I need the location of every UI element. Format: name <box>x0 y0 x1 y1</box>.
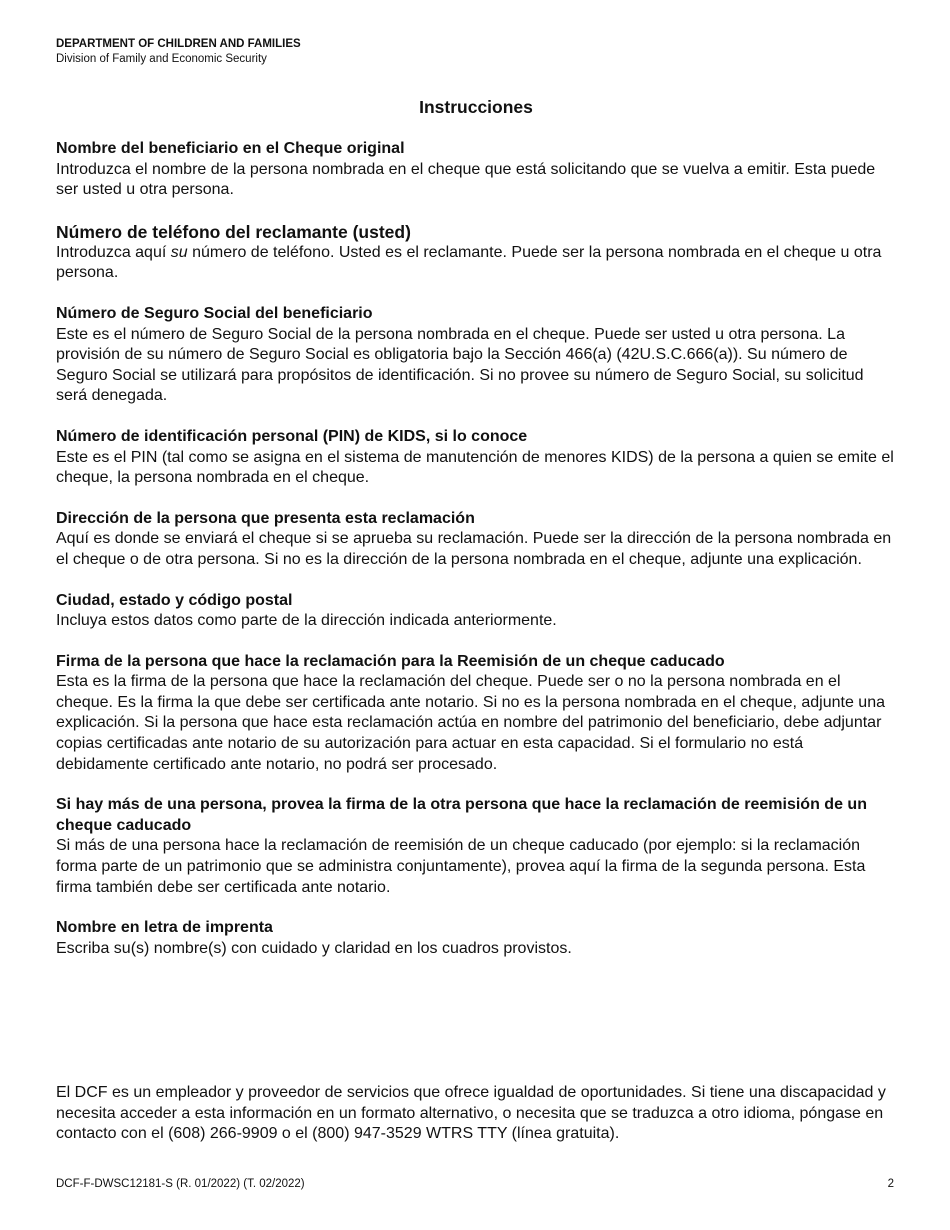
page-number: 2 <box>887 1178 894 1190</box>
section-body: Este es el PIN (tal como se asigna en el sistema de manutención de menores KIDS) de la persona a quien se emite el cheque, la persona nombrada en el cheque. <box>56 448 894 487</box>
section-heading: Número de Seguro Social del beneficiario <box>56 304 373 322</box>
section-body: Este es el número de Seguro Social de la persona nombrada en el cheque. Puede ser usted u otra persona. La provisión de su número de Seguro Social es obligatoria bajo la Sección 466(a) (42U.S.C.666(a)). Su número de Seguro Social se utilizará para propósitos de identificación. Si no provee su número de Seguro Social, su solicitud será denegada. <box>56 325 864 405</box>
form-id: DCF-F-DWSC12181-S (R. 01/2022) (T. 02/2022) <box>56 1178 305 1190</box>
section-body: Si más de una persona hace la reclamación de reemisión de un cheque caducado (por ejemplo: si la reclamación forma parte de un patrimonio que se administra conjuntamente), provea aquí la firma de la segunda persona. Esta firma también debe ser certificada ante notario. <box>56 837 866 896</box>
section-body: Esta es la firma de la persona que hace la reclamación del cheque. Puede ser o no la persona nombrada en el cheque. Es la firma la que debe ser certificada ante notario. Si no es la persona nombrada en el cheque, adjunte una explicación. Si la persona que hace esta reclamación actúa en nombre del patrimonio del beneficiario, debe adjuntar copias certificadas ante notario de su autorización para actuar en esta capacidad. Si el formulario no está debidamente certificado ante notario, no podrá ser procesado. <box>56 673 885 773</box>
section-city-state-zip <box>56 591 896 632</box>
section-kids-pin <box>56 427 896 489</box>
section-payee-name <box>56 139 896 201</box>
section-heading: Número de identificación personal (PIN) de KIDS, si lo conoce <box>56 427 528 445</box>
section-body: Aquí es donde se enviará el cheque si se aprueba su reclamación. Puede ser la dirección de la persona nombrada en el cheque o de otra persona. Si no es la dirección de la persona nombrada en el cheque, adjunte una explicación. <box>56 530 892 568</box>
section-heading: Nombre en letra de imprenta <box>56 919 273 937</box>
agency-header <box>56 37 301 67</box>
section-address <box>56 509 896 571</box>
section-claimant-signature <box>56 652 896 776</box>
section-heading: Número de teléfono del reclamante (usted) <box>56 221 411 242</box>
body-emphasis: su <box>170 243 188 261</box>
section-body: Introduzca el nombre de la persona nombrada en el cheque que está solicitando que se vuelva a emitir. Esta puede ser usted u otra persona. <box>56 160 876 199</box>
section-claimant-phone <box>56 221 896 284</box>
section-body: Incluya estos datos como parte de la dirección indicada anteriormente. <box>56 612 557 630</box>
body-text-before: Introduzca aquí <box>56 243 171 261</box>
agency-name: DEPARTMENT OF CHILDREN AND FAMILIES <box>56 38 301 50</box>
section-heading: Ciudad, estado y código postal <box>56 591 293 609</box>
division-name: Division of Family and Economic Security <box>56 53 267 65</box>
body-text-after: número de teléfono. Usted es el reclamante. Puede ser la persona nombrada en el cheque u otra persona. <box>56 243 882 282</box>
instructions-list <box>56 139 896 979</box>
section-heading: Firma de la persona que hace la reclamación para la Reemisión de un cheque caducado <box>56 652 725 670</box>
page-title: Instrucciones <box>419 97 533 117</box>
section-second-signature <box>56 795 896 898</box>
section-printed-name <box>56 918 896 959</box>
section-ssn <box>56 304 896 407</box>
section-body: Escriba su(s) nombre(s) con cuidado y claridad en los cuadros provistos. <box>56 939 572 957</box>
section-heading: Dirección de la persona que presenta esta reclamación <box>56 509 475 527</box>
section-heading: Nombre del beneficiario en el Cheque original <box>56 140 405 157</box>
section-body <box>56 243 896 284</box>
equal-opportunity-note: El DCF es un empleador y proveedor de servicios que ofrece igualdad de oportunidades. Si tiene una discapacidad y necesita acceder a esta información en un formato alternativo, o necesita que se traduzca a otro idioma, póngase en contacto con el (608) 266-9909 o el (800) 947-3529 WTRS TTY (línea gratuita). <box>56 1084 886 1143</box>
section-heading: Si hay más de una persona, provea la firma de la otra persona que hace la reclamación de reemisión de un cheque caducado <box>56 796 867 834</box>
